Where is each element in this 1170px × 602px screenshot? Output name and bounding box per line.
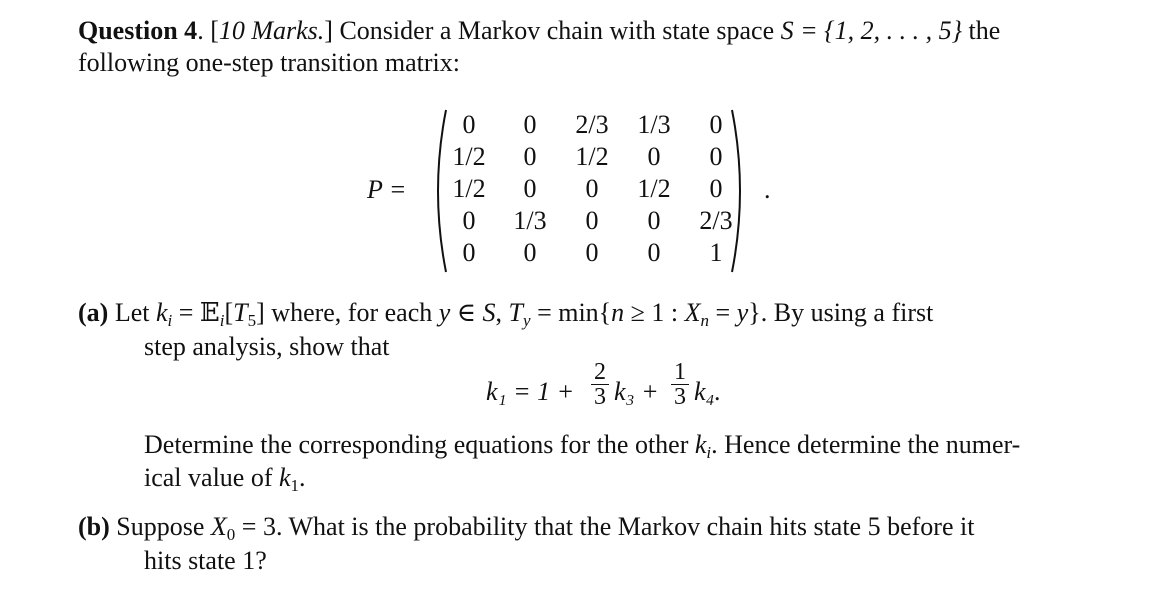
matrix-cell: 0 <box>647 206 661 235</box>
matrix-cell: 0 <box>709 110 723 139</box>
frac1-numerator: 2 <box>591 360 609 385</box>
matrix-cell: 0 <box>585 238 599 267</box>
equation-lhs: k₁ = 1 + <box>486 377 575 406</box>
frac2-denominator: 3 <box>674 384 686 410</box>
question-intro-line-1: Question 4. [10 Marks.] Consider a Markov chain with state space S = {1, 2, . . . , 5} the <box>78 16 1001 45</box>
part-b-line-1: (b) Suppose $X_0 = 3$. What is the probability that the Markov chain hits state 5 before it <box>78 512 975 544</box>
matrix-cell: 0 <box>462 238 476 267</box>
part-a-line-3: Determine the corresponding equations for the other $k_i$. Hence determine the numer- <box>144 430 1021 462</box>
matrix-cell: 0 <box>585 174 599 203</box>
matrix-cell: 0 <box>709 174 723 203</box>
matrix-cell: 2/3 <box>575 110 609 139</box>
matrix-cell: 0 <box>462 110 476 139</box>
part-a-label: (a) <box>78 298 109 327</box>
part-a-ical-text: ical value of <box>144 463 273 492</box>
transition-matrix-block <box>0 0 1170 300</box>
equation-fraction-1 <box>591 360 609 409</box>
matrix-cell: 0 <box>647 238 661 267</box>
matrix-cell: 0 <box>709 142 723 171</box>
question-intro-line-2: following one-step transition matrix: <box>78 48 460 77</box>
part-b-line-2: hits state 1? <box>144 546 267 575</box>
part-a-line-1: (a) Let $k_i$ = $𝔼_i[T_5]$ where, for each y ∈ S, $T_y = \min\{n \ge 1$ : $X_n = y$}. By using a first <box>78 298 934 330</box>
part-b-question: What is the probability that the Markov chain hits state 5 before it <box>288 512 975 541</box>
equation-mid: k₃ + <box>614 377 659 406</box>
part-a-text-first: By using a first <box>773 298 934 327</box>
part-b-label: (b) <box>78 512 110 541</box>
frac2-numerator: 1 <box>671 360 689 385</box>
part-a-text-let: Let <box>114 298 150 327</box>
matrix-cell: 1/3 <box>513 206 547 235</box>
matrix-cell: 1/2 <box>452 174 486 203</box>
matrix-cell: 1/3 <box>637 110 671 139</box>
matrix-cell: 0 <box>523 238 537 267</box>
transition-matrix <box>428 108 750 274</box>
matrix-cell: 0 <box>523 174 537 203</box>
equation-tail: k₄. <box>694 377 722 406</box>
matrix-label: P = <box>367 175 407 204</box>
matrix-period: . <box>764 175 771 204</box>
frac1-denominator: 3 <box>594 384 606 410</box>
question-heading: Question 4 <box>78 16 198 45</box>
matrix-cell: 0 <box>585 206 599 235</box>
k-definition: $k_i$ <box>155 298 173 330</box>
matrix-cell: 1 <box>709 238 723 267</box>
matrix-cell: 0 <box>462 206 476 235</box>
equation-fraction-2 <box>671 360 689 409</box>
part-a-line-2: step analysis, show that <box>144 332 390 361</box>
part-a-determine-text: Determine the corresponding equations for the other <box>144 430 689 459</box>
question-marks: 10 Marks. <box>218 16 325 45</box>
matrix-cell: 0 <box>523 110 537 139</box>
question-intro-text: Consider a Markov chain with state space <box>339 16 775 45</box>
matrix-cell: 1/2 <box>637 174 671 203</box>
matrix-cell: 1/2 <box>575 142 609 171</box>
part-b-suppose: Suppose <box>116 512 205 541</box>
question-intro-end: the <box>968 16 1001 45</box>
matrix-cell: 0 <box>523 142 537 171</box>
part-a-text-where: where, for each <box>271 298 433 327</box>
matrix-cell: 1/2 <box>452 142 486 171</box>
state-space: S = {1, 2, . . . , 5} <box>780 16 962 45</box>
matrix-cell: 0 <box>647 142 661 171</box>
part-a-line-4: ical value of $k_1$. <box>144 463 306 495</box>
matrix-cell: 2/3 <box>699 206 733 235</box>
